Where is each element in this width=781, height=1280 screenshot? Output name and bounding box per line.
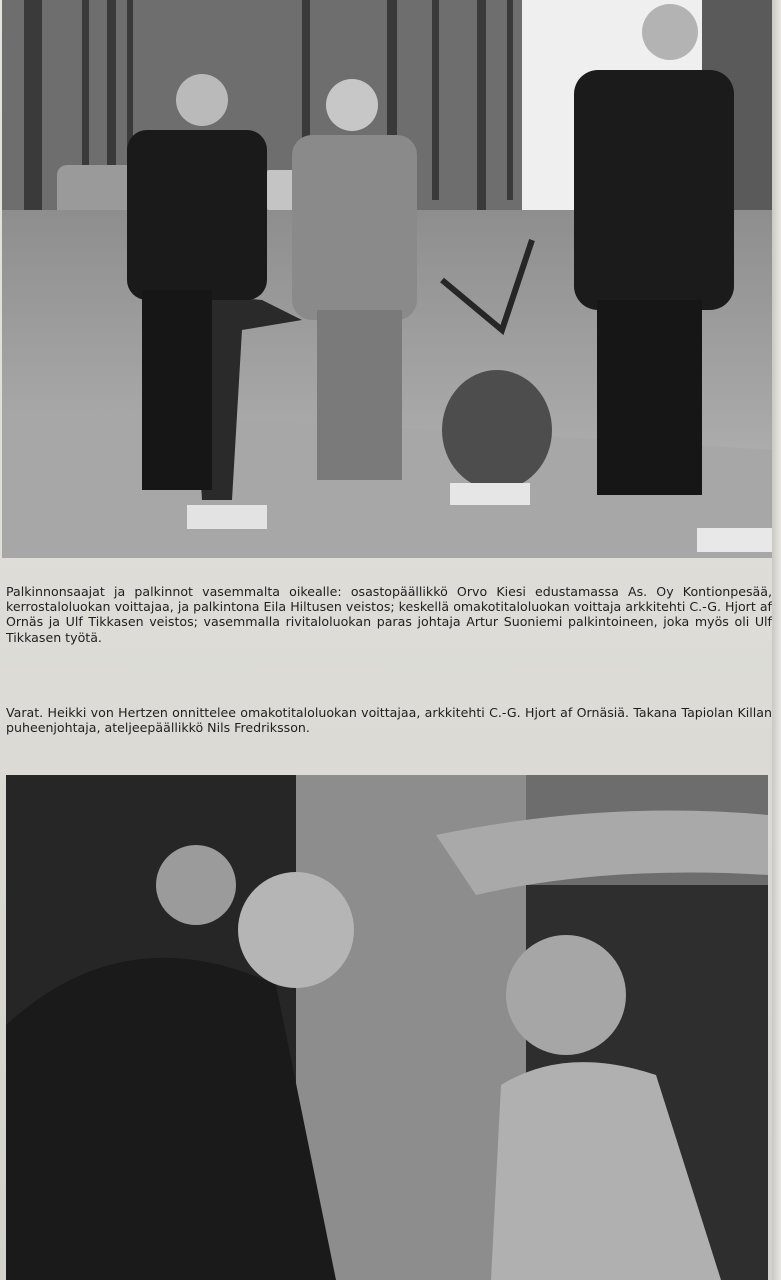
caption-congratulations: Varat. Heikki von Hertzen onnittelee omakotitaloluokan voittajaa, arkkitehti C.-G. Hjort af Ornäsiä. Takana Tapiolan Killan puheenjohtaja, ateljeepäällikkö Nils Fredriksson. [6,704,772,735]
page-edge [772,0,781,1280]
caption-award-recipients: Palkinnonsaajat ja palkinnot vasemmalta oikealle: osastopäällikkö Orvo Kiesi edustamassa As. Oy Kontionpesää, kerrostaloluokan voittajaa, ja palkintona Eila Hiltusen veistos; keskellä omakotitaloluokan voittaja arkkitehti C.-G. Hjort af Ornäs ja Ulf Tikkasen veistos; vasemmalla rivitaloluokan paras johtaja Artur Suoniemi palkintoineen, joka myös oli Ulf Tikkasen työtä. [6,583,772,645]
photo-award-ceremony [2,0,772,558]
photo-congratulations [6,775,768,1280]
